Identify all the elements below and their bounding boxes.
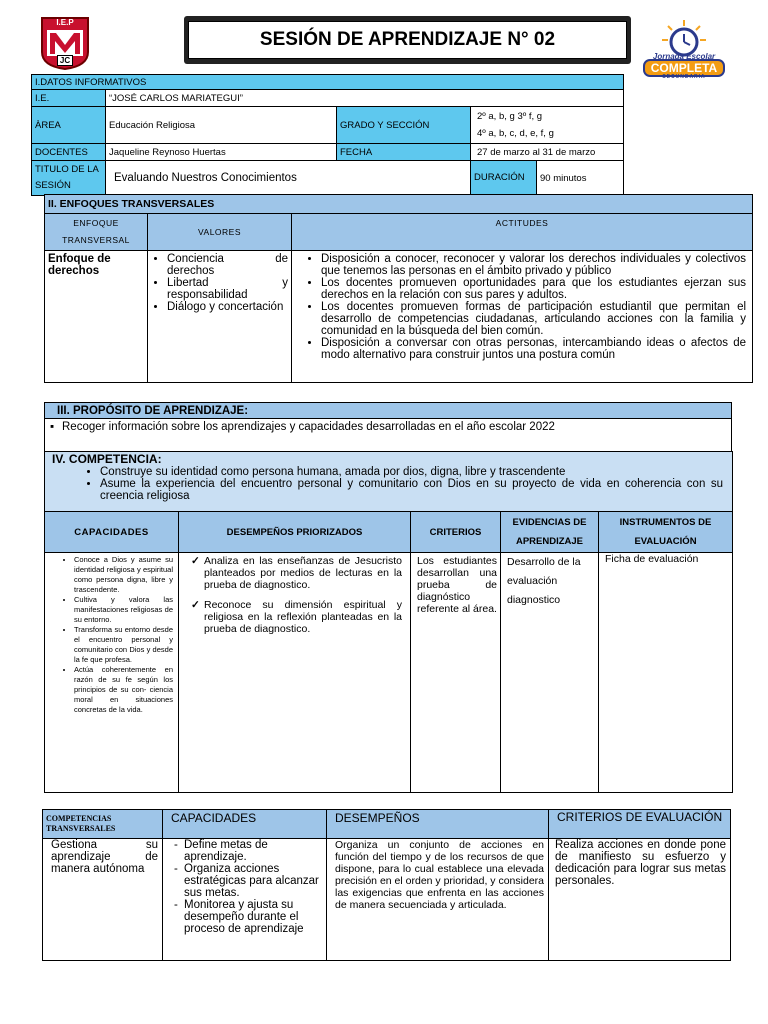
datos-informativos-table bbox=[31, 74, 624, 196]
col-desempenos-header: DESEMPEÑOS PRIORIZADOS bbox=[179, 512, 411, 553]
actitud-item: • Los docentes promueven oportunidades para que los estudiantes ejerzan sus derechos en la relación con sus pares y adultos. bbox=[321, 277, 746, 301]
actitudes-list bbox=[295, 253, 746, 361]
duracion-label: DURACIÓN bbox=[471, 161, 537, 196]
trans-capacidades-list bbox=[166, 839, 323, 935]
capacidades-list bbox=[48, 555, 175, 715]
col-criterios-header: CRITERIOS bbox=[411, 512, 501, 553]
trans-capacidad-item: - Organiza acciones estratégicas para alcanzar sus metas. bbox=[184, 863, 323, 899]
ie-label: I.E. bbox=[32, 90, 106, 107]
grado-line-1: 2º a, b, g 3º f, g bbox=[477, 111, 543, 122]
logo-jc-text: JC bbox=[57, 55, 73, 66]
logo-secundaria-text: SECUNDARIA bbox=[662, 74, 706, 80]
docentes-label: DOCENTES bbox=[32, 144, 106, 161]
grado-label: GRADO Y SECCIÓN bbox=[337, 107, 471, 144]
col-instrumentos-header: INSTRUMENTOS DE EVALUACIÓN bbox=[599, 512, 733, 553]
page-title: SESIÓN DE APRENDIZAJE N° 02 bbox=[259, 29, 556, 50]
instrumentos-cell: Ficha de evaluación bbox=[599, 553, 733, 793]
proposito-table bbox=[44, 402, 732, 453]
proposito-section-title: III. PROPÓSITO DE APRENDIZAJE: bbox=[45, 403, 732, 419]
title-box bbox=[184, 16, 631, 64]
col-competencias-transversales: COMPETENCIAS TRANSVERSALES bbox=[43, 810, 163, 839]
titulo-value: Evaluando Nuestros Conocimientos bbox=[106, 161, 471, 196]
competencia-item: • Asume la experiencia del encuentro personal y comunitario con Dios en su proyecto de vida en coherencia con su creencia religiosa bbox=[100, 478, 723, 502]
actitud-item: • Los docentes promueven formas de participación estudiantil que permitan el desarrollo de competencias ciudadanas, articulando acciones con la familia y comunidad en la búsqueda del bien común. bbox=[321, 301, 746, 337]
logo-completa-text: COMPLETA bbox=[650, 61, 718, 75]
col-trans-desempenos: DESEMPEÑOS bbox=[327, 810, 549, 839]
competencia-section-title: IV. COMPETENCIA: bbox=[52, 452, 162, 466]
area-label: ÀREA bbox=[32, 107, 106, 144]
competencia-item: • Construye su identidad como persona humana, amada por dios, digna, libre y trascendente bbox=[100, 466, 723, 478]
desempenos-list bbox=[182, 555, 402, 635]
logo-iep-text: I.E.P bbox=[56, 18, 74, 27]
valor-item: • Conciencia de derechos bbox=[167, 253, 288, 277]
col-trans-capacidades: CAPACIDADES bbox=[163, 810, 327, 839]
docentes-value: Jaqueline Reynoso Huertas bbox=[106, 144, 337, 161]
jornada-logo bbox=[638, 18, 730, 82]
fecha-label: FECHA bbox=[337, 144, 471, 161]
trans-competencia-cell: Gestiona su aprendizaje de manera autónoma bbox=[43, 839, 163, 961]
grado-line-2: 4º a, b, c, d, e, f, g bbox=[477, 128, 554, 139]
col-trans-criterios: CRITERIOS DE EVALUACIÓN bbox=[549, 810, 731, 839]
col-actitudes-header: ACTITUDES bbox=[292, 214, 753, 251]
capacidad-item: • Actúa coherentemente en razón de su fe según los principios de su con- ciencia moral en situaciones concretas de la vida. bbox=[74, 665, 173, 715]
desempeno-item: ✓ Analiza en las enseñanzas de Jesucristo planteados por medios de lecturas en la prueba de diagnostico. bbox=[204, 555, 402, 591]
duracion-value: 90 minutos bbox=[537, 161, 624, 196]
col-enfoque-header: ENFOQUE TRANSVERSAL bbox=[45, 214, 148, 251]
valor-item: • Diálogo y concertación bbox=[167, 301, 288, 313]
fecha-value: 27 de marzo al 31 de marzo bbox=[471, 144, 624, 161]
evidencias-cell: Desarrollo de la evaluación diagnostico bbox=[501, 553, 599, 793]
ie-value: “JOSÉ CARLOS MARIATEGUI” bbox=[106, 90, 624, 107]
trans-capacidad-item: - Define metas de aprendizaje. bbox=[184, 839, 323, 863]
capacidad-item: • Conoce a Dios y asume su identidad religiosa y espiritual como persona digna, libre y trascendente. bbox=[74, 555, 173, 595]
trans-capacidad-item: - Monitorea y ajusta su desempeño durante el proceso de aprendizaje bbox=[184, 899, 323, 935]
transversales-table bbox=[42, 809, 731, 961]
enfoques-section-title: II. ENFOQUES TRANSVERSALES bbox=[45, 195, 753, 214]
competencia-list bbox=[48, 466, 729, 502]
trans-desempeno-cell: Organiza un conjunto de acciones en función del tiempo y de los recursos de que dispone, para lo cual establece una elevada precisión en el orden y prioridad, y considera las exigencias que enfrenta en las acciones de manera secuenciada y articulada. bbox=[327, 839, 549, 961]
actitud-item: • Disposición a conversar con otras personas, intercambiando ideas o afectos de modo alternativo para construir juntos una postura común bbox=[321, 337, 746, 361]
valor-item: • Libertad y responsabilidad bbox=[167, 277, 288, 301]
actitud-item: • Disposición a conocer, reconocer y valorar los derechos individuales y colectivos que tenemos las personas en el ámbito privado y público bbox=[321, 253, 746, 277]
valores-list bbox=[151, 253, 288, 313]
school-logo bbox=[40, 16, 90, 70]
capacidad-item: • Cultiva y valora las manifestaciones religiosas de su entorno. bbox=[74, 595, 173, 625]
criterios-cell: Los estudiantes desarrollan una prueba de diagnóstico referente al área. bbox=[411, 553, 501, 793]
titulo-label: TITULO DE LA SESIÓN bbox=[32, 161, 106, 196]
col-evidencias-header: EVIDENCIAS DE APRENDIZAJE bbox=[501, 512, 599, 553]
datos-section-title: I.DATOS INFORMATIVOS bbox=[32, 75, 624, 90]
desempeno-item: ✓ Reconoce su dimensión espiritual y religiosa en la reflexión planteadas en la prueba de diagnostico. bbox=[204, 599, 402, 635]
proposito-text: ▪ Recoger información sobre los aprendizajes y capacidades desarrolladas en el año escolar 2022 bbox=[62, 421, 728, 433]
col-capacidades-header: CAPACIDADES bbox=[45, 512, 179, 553]
col-valores-header: VALORES bbox=[148, 214, 292, 251]
trans-criterio-cell: Realiza acciones en donde pone de manifiesto su esfuerzo y dedicación para lograr sus metas personales. bbox=[549, 839, 731, 961]
competencia-table bbox=[44, 451, 733, 793]
enfoque-derechos: Enfoque de derechos bbox=[45, 251, 148, 383]
capacidad-item: • Transforma su entorno desde el encuentro personal y comunitario con Dios y desde la fe que profesa. bbox=[74, 625, 173, 665]
logo-jornada-text: Jornada Escolar bbox=[652, 52, 716, 61]
area-value: Educación Religiosa bbox=[106, 107, 337, 144]
enfoques-table bbox=[44, 194, 753, 383]
